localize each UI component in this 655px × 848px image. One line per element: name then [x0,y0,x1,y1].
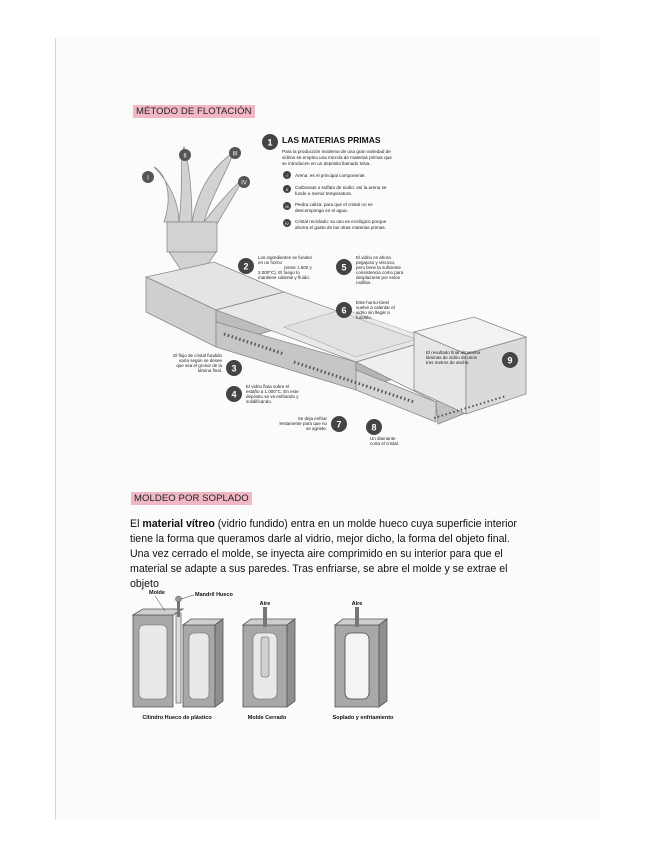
svg-text:pegajoso y viscoso,: pegajoso y viscoso, [356,260,396,265]
hopper-markers [142,147,250,188]
svg-text:corta el cristal.: corta el cristal. [370,441,400,446]
svg-text:Se deja enfriar: Se deja enfriar [297,416,327,421]
svg-text:I: I [286,173,288,178]
svg-text:consistencia como para: consistencia como para [356,270,404,275]
step2-text [258,255,313,280]
svg-text:vidrios se emplea una mezcla d: vidrios se emplea una mezcla de materias primas que [282,155,392,160]
svg-text:en un horno: en un horno [258,260,283,265]
step1-title: LAS MATERIAS PRIMAS [282,135,381,145]
label-aire-1: Aire [259,601,271,607]
step-number-6: 6 [341,305,347,316]
svg-text:pero tiene la suficiente: pero tiene la suficiente [356,265,402,270]
step-number-9: 9 [507,355,513,366]
svg-text:El vidrio es ahora: El vidrio es ahora [356,255,391,260]
svg-text:El flujo de cristal fundido: El flujo de cristal fundido [173,353,222,358]
step5-text [356,255,404,285]
mold-closed [243,607,295,707]
label-molde-cerrado: Molde Cerrado [247,715,287,721]
para-bold-term: material vítreo [142,518,215,530]
section-heading-flotacion: MÉTODO DE FLOTACIÓN [133,105,255,118]
mold-open [133,596,223,707]
step-number-8: 8 [371,422,377,433]
svg-text:que sea el grosor de la: que sea el grosor de la [176,363,222,368]
svg-text:tres metros de ancho.: tres metros de ancho. [426,360,470,365]
step4-text [246,384,299,404]
label-aire-2: Aire [351,601,363,607]
label-mandril: Mandril Hueco [195,592,233,598]
svg-text:estaño a 1.000°C. En este: estaño a 1.000°C. En este [246,389,299,394]
mold-blown [335,607,387,707]
section-heading-soplado: MOLDEO POR SOPLADO [131,492,252,505]
hopper-mark-1: I [147,175,149,182]
hopper-illustration [154,147,244,270]
step-number-3: 3 [231,363,237,374]
svg-text:IV: IV [285,221,289,226]
svg-text:fundirlo.: fundirlo. [356,315,373,320]
svg-text:se agriete.: se agriete. [305,426,327,431]
svg-text:desplazarse por estos: desplazarse por estos [356,275,401,280]
hopper-mark-3: III [232,151,238,158]
svg-text:solidificando.: solidificando. [246,399,273,404]
hopper-mark-2: II [183,153,187,160]
svg-text:rodillos.: rodillos. [356,280,372,285]
para-text-rest: (vidrio fundido) entra en un molde hueco cuya superficie interior tiene la forma que queramos darle al vidrio, mejor dicho, la forma del objeto final. Una vez cerrado el molde, se inyecta aire comprimido en su interior para que el material se adapte a sus paredes. Tras enfriarse, se abre el molde y se extrae el objeto [130,518,517,590]
step-number-5: 5 [341,262,347,273]
step8-text [370,436,399,446]
label-soplado: Soplado y enfriamiento [332,715,394,721]
float-glass-diagram [134,122,529,454]
step-number-7: 7 [336,419,342,430]
label-molde: Molde [149,590,165,596]
svg-text:(entre 1.500 y: (entre 1.500 y [284,265,312,270]
svg-text:II: II [285,187,289,192]
svg-text:mantiene caliente y fluido.: mantiene caliente y fluido. [258,275,311,280]
svg-text:lentamente para que no: lentamente para que no [279,421,327,426]
production-line [146,262,526,424]
svg-text:Los ingredientes se funden: Los ingredientes se funden [258,255,313,260]
svg-text:descomponga en el agua.: descomponga en el agua. [295,208,348,213]
svg-text:III: III [285,204,289,209]
step-number-1: 1 [267,137,273,148]
materials-list [283,171,387,230]
step6-text [356,300,395,320]
step7-text [279,416,327,431]
step-number-4: 4 [231,389,237,400]
svg-text:láminas de vidrio de unos: láminas de vidrio de unos [426,355,478,360]
svg-text:Un diamante: Un diamante [370,436,396,441]
label-cilindro: Cilindro Hueco de plástico [142,715,212,721]
blow-molding-diagram [125,585,425,725]
svg-text:vuelve a calentar el: vuelve a calentar el [356,305,395,310]
para-text-start: El [130,518,143,530]
svg-text:varía según se desee: varía según se desee [178,358,222,363]
svg-text:El vidrio flota sobre el: El vidrio flota sobre el [246,384,290,389]
blow-molding-paragraph [130,517,525,592]
svg-text:se introducen en un depósito l: se introducen en un depósito llamado tolva. [282,161,371,166]
step1-text [282,149,392,166]
svg-text:funde a menor temperatura.: funde a menor temperatura. [295,191,352,196]
svg-text:lámina final.: lámina final. [197,368,222,373]
hopper-mark-4: IV [241,180,247,187]
svg-text:El resultado final almacena: El resultado final almacena [426,350,481,355]
svg-text:ahorra el gasto de las otras m: ahorra el gasto de las otras materias primas. [295,225,386,230]
svg-text:Piedra caliza: para que el cri: Piedra caliza: para que el cristal no se [295,202,373,207]
svg-text:Cristal reciclado: su uso es e: Cristal reciclado: su uso es ecológico porque [295,219,387,224]
svg-text:2.000°C). El fuego lo: 2.000°C). El fuego lo [258,270,300,275]
svg-text:vidrio sin llegar a: vidrio sin llegar a [356,310,390,315]
step3-text [173,353,222,373]
svg-text:Para la producción moderna de: Para la producción moderna de una gran variedad de [282,149,391,154]
svg-text:Este horno-túnel: Este horno-túnel [356,300,390,305]
svg-text:depósito se va enfriando y: depósito se va enfriando y [246,394,299,399]
svg-text:Carbonato o sulfato de sodio:: Carbonato o sulfato de sodio: así la arena se [295,185,387,190]
step-number-2: 2 [243,261,249,272]
svg-text:Arena: es el principal compone: Arena: es el principal componente. [295,173,366,178]
